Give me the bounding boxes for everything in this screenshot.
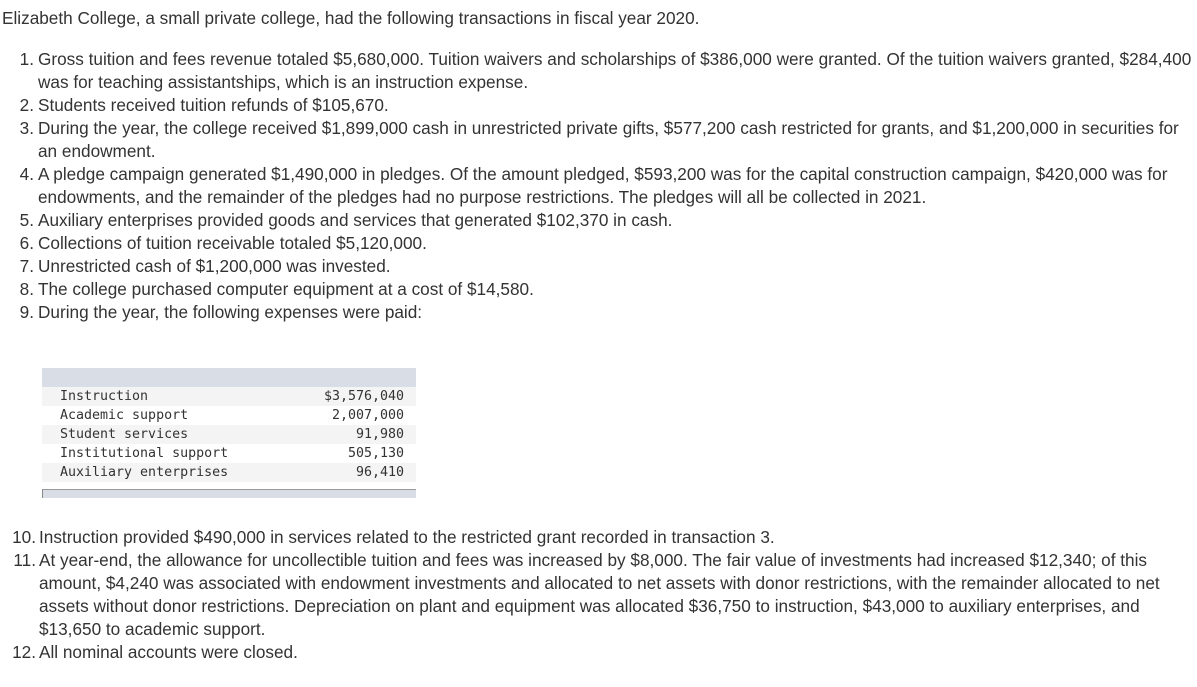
transaction-item (0, 641, 1195, 664)
item-text: Instruction provided $490,000 in services related to the restricted grant recorded in transaction 3. (39, 527, 775, 547)
expense-label: Student services (60, 427, 189, 442)
expense-amount: 91,980 (355, 427, 404, 442)
transaction-item (0, 526, 1195, 549)
item-text: Unrestricted cash of $1,200,000 was invested. (38, 256, 391, 276)
item-number: 1. (19, 49, 34, 69)
item-number: 12. (12, 642, 36, 662)
table-row (42, 425, 416, 444)
transaction-item (0, 301, 1195, 324)
expense-amount: $3,576,040 (323, 389, 404, 404)
expense-label: Institutional support (60, 446, 229, 461)
item-number: 2. (19, 95, 34, 115)
item-text: A pledge campaign generated $1,490,000 in pledges. Of the amount pledged, $593,200 was for the capital construction campaign, $420,000 was for endowments, and the remainder of the pledges had no purpose restrictions. The pledges will all be collected in 2021. (38, 164, 1168, 207)
item-text: At year-end, the allowance for uncollectible tuition and fees was increased by $8,000. The fair value of investments had increased $12,340; of this amount, $4,240 was associated with endowment investments and allocated to net assets with donor restrictions, with the remainder allocated to net assets without donor restrictions. Depreciation on plant and equipment was allocated $36,750 to instruction, $43,000 to auxiliary enterprises, and $13,650 to academic support. (39, 550, 1160, 639)
item-text: The college purchased computer equipment at a cost of $14,580. (38, 279, 534, 299)
table-header-band (42, 368, 416, 387)
expense-label: Auxiliary enterprises (60, 465, 229, 480)
transaction-item (0, 278, 1195, 301)
item-text: During the year, the college received $1,899,000 cash in unrestricted private gifts, $577,200 cash restricted for grants, and $1,200,000 in securities for an endowment. (38, 118, 1179, 161)
item-text: During the year, the following expenses were paid: (38, 302, 423, 322)
item-number: 9. (19, 302, 34, 322)
transaction-item (0, 94, 1195, 117)
transaction-item (0, 209, 1195, 232)
transactions-list-2 (0, 526, 1195, 664)
item-number: 4. (19, 164, 34, 184)
transactions-list-1 (0, 48, 1195, 324)
transaction-item (0, 117, 1195, 163)
expense-label: Instruction (60, 389, 149, 404)
transaction-item (0, 549, 1195, 641)
table-row (42, 387, 416, 406)
expenses-table (42, 368, 416, 498)
transaction-item (0, 255, 1195, 278)
table-row (42, 463, 416, 482)
expense-amount: 505,130 (347, 446, 404, 461)
table-footer-band (42, 489, 416, 498)
expense-label: Academic support (60, 408, 189, 423)
item-number: 11. (13, 550, 36, 570)
transaction-item (0, 163, 1195, 209)
item-number: 3. (19, 118, 34, 138)
table-row (42, 444, 416, 463)
expense-amount: 96,410 (355, 465, 404, 480)
transaction-item (0, 232, 1195, 255)
transaction-item (0, 48, 1195, 94)
item-number: 8. (19, 279, 34, 299)
problem-intro: Elizabeth College, a small private college, had the following transactions in fiscal year 2020. (2, 8, 700, 28)
item-text: Gross tuition and fees revenue totaled $5,680,000. Tuition waivers and scholarships of $386,000 were granted. Of the tuition waivers granted, $284,400 was for teaching assistantships, which is an instruction expense. (38, 49, 1192, 92)
item-number: 7. (19, 256, 34, 276)
item-number: 5. (19, 210, 34, 230)
item-text: All nominal accounts were closed. (39, 642, 298, 662)
item-text: Students received tuition refunds of $105,670. (38, 95, 389, 115)
expense-amount: 2,007,000 (331, 408, 404, 423)
item-number: 6. (19, 233, 34, 253)
table-row (42, 406, 416, 425)
item-text: Collections of tuition receivable totaled $5,120,000. (38, 233, 427, 253)
item-text: Auxiliary enterprises provided goods and services that generated $102,370 in cash. (38, 210, 673, 230)
item-number: 10. (12, 527, 36, 547)
